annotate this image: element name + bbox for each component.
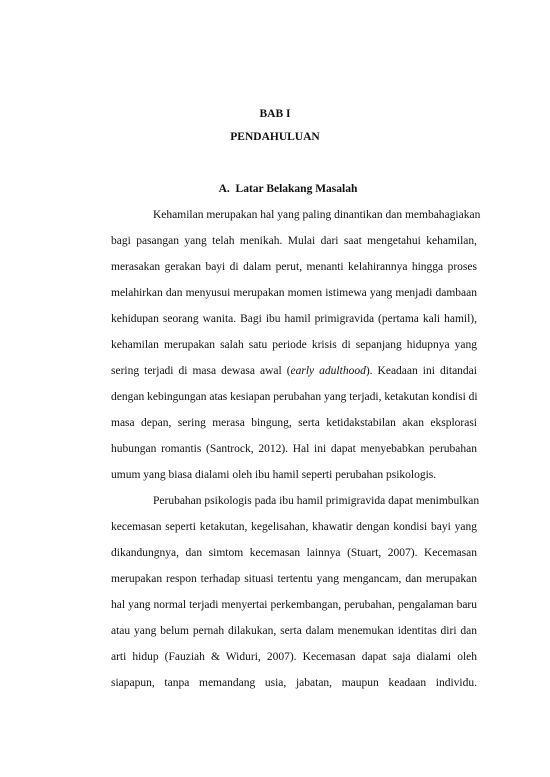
section-marker: A. [218, 183, 230, 195]
paragraph-1-line-6: kehamilan merupakan salah satu periode krisis di sepanjang hidupnya yang [111, 339, 477, 351]
paragraph-2-line-4: merupakan respon terhadap situasi tertentu yang mengancam, dan merupakan [111, 573, 477, 585]
paragraph-2-line-8: siapapun, tanpa memandang usia, jabatan, maupun keadaan individu. [111, 677, 477, 689]
paragraph-1-line-7 [111, 364, 477, 378]
line-7-before: sering terjadi di masa dewasa awal ( [111, 365, 291, 377]
paragraph-2-line-3: dikandungnya, dan simtom kecemasan lainnya (Stuart, 2007). Kecemasan [111, 547, 477, 559]
line-7-italic: early adulthood [290, 365, 366, 377]
paragraph-1-line-2: bagi pasangan yang telah menikah. Mulai dari saat mengetahui kehamilan, [111, 235, 477, 247]
paragraph-2-line-7: arti hidup (Fauziah & Widuri, 2007). Kecemasan dapat saja dialami oleh [111, 651, 477, 663]
paragraph-2-line-1: Perubahan psikologis pada ibu hamil primigravida dapat menimbulkan [153, 495, 480, 507]
section-title: Latar Belakang Masalah [235, 183, 358, 195]
section-heading [0, 182, 550, 196]
paragraph-1-line-3: merasakan gerakan bayi di dalam perut, menanti kelahirannya hingga proses [111, 261, 477, 273]
paragraph-1-line-9: masa depan, sering merasa bingung, serta ketidakstabilan akan eksplorasi [111, 417, 477, 429]
paragraph-1-line-8: dengan kebingungan atas kesiapan perubahan yang terjadi, ketakutan kondisi di [111, 391, 478, 403]
paragraph-1-line-11: umum yang biasa dialami oleh ibu hamil seperti perubahan psikologis. [111, 469, 437, 481]
paragraph-1-line-10: hubungan romantis (Santrock, 2012). Hal ini dapat menyebabkan perubahan [111, 443, 477, 455]
paragraph-2-line-2: kecemasan seperti ketakutan, kegelisahan, khawatir dengan kondisi bayi yang [111, 521, 477, 533]
line-7-after: ). Keadaan ini ditandai [365, 365, 477, 377]
paragraph-2-line-6: atau yang belum pernah dilakukan, serta dalam menemukan identitas diri dan [111, 625, 477, 637]
paragraph-2-line-5: hal yang normal terjadi menyertai perkembangan, perubahan, pengalaman baru [111, 599, 477, 611]
paragraph-1-line-5: kehidupan seorang wanita. Bagi ibu hamil primigravida (pertama kali hamil), [111, 313, 477, 325]
chapter-title: PENDAHULUAN [230, 131, 320, 143]
chapter-number: BAB I [259, 108, 291, 120]
paragraph-1-line-1: Kehamilan merupakan hal yang paling dinantikan dan membahagiakan [153, 209, 481, 221]
paragraph-1-line-4: melahirkan dan menyusui merupakan momen istimewa yang menjadi dambaan [111, 287, 477, 299]
